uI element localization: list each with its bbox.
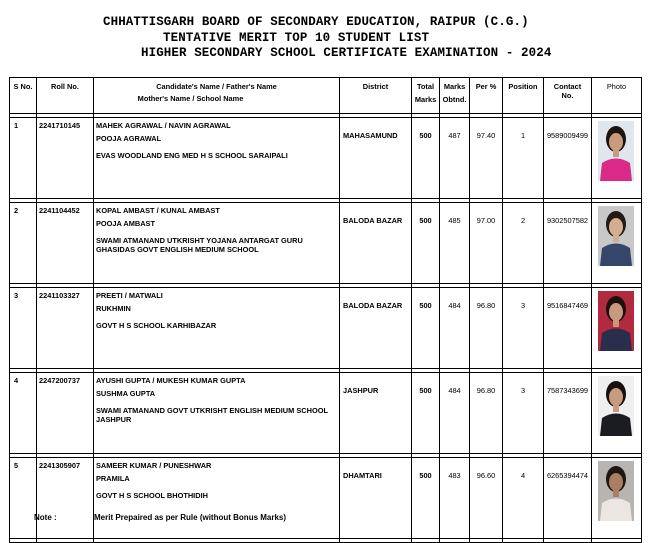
cell-obtained: 484 (440, 373, 470, 454)
col-photo: Photo (592, 78, 642, 114)
cell-roll: 2241710145 (37, 118, 94, 199)
col-roll: Roll No. (37, 78, 94, 114)
row-spacer (10, 539, 642, 543)
exam-title: HIGHER SECONDARY SCHOOL CERTIFICATE EXAMINATION - 2024 (141, 46, 552, 60)
col-total (412, 78, 440, 114)
cell-position: 3 (503, 288, 544, 369)
cell-position: 3 (503, 373, 544, 454)
cell-district: MAHASAMUND (340, 118, 412, 199)
school-name: GOVT H S SCHOOL BHOTHIDIH (96, 491, 208, 500)
cell-photo (592, 203, 642, 284)
cell-total: 500 (412, 373, 440, 454)
cell-candidate (94, 118, 340, 199)
school-name: EVAS WOODLAND ENG MED H S SCHOOL SARAIPALI (96, 151, 288, 160)
cell-photo (592, 373, 642, 454)
col-contact-line2: No. (561, 91, 574, 100)
cell-position: 4 (503, 458, 544, 539)
cell-total: 500 (412, 118, 440, 199)
cell-position: 2 (503, 203, 544, 284)
table-row (10, 373, 642, 454)
cell-district: DHAMTARI (340, 458, 412, 539)
table-row (10, 288, 642, 369)
cell-photo (592, 288, 642, 369)
mother-name: PRAMILA (96, 474, 130, 483)
col-obtained (440, 78, 470, 114)
student-photo (598, 121, 634, 181)
cell-total: 500 (412, 458, 440, 539)
cell-position: 1 (503, 118, 544, 199)
cell-roll: 2241104452 (37, 203, 94, 284)
cell-photo (592, 458, 642, 539)
col-district: District (340, 78, 412, 114)
cell-percent: 97.40 (470, 118, 503, 199)
col-candidate-line1: Candidate's Name / Father's Name (156, 82, 277, 91)
school-name: SWAMI ATMANAND GOVT UTKRISHT ENGLISH MEDIUM SCHOOL JASHPUR (96, 406, 328, 424)
candidate-father-name: SAMEER KUMAR / PUNESHWAR (96, 461, 212, 470)
candidate-father-name: KOPAL AMBAST / KUNAL AMBAST (96, 206, 220, 215)
cell-obtained: 487 (440, 118, 470, 199)
cell-sno: 3 (10, 288, 37, 369)
note-text: Merit Prepaired as per Rule (without Bonus Marks) (94, 513, 287, 522)
cell-total: 500 (412, 203, 440, 284)
col-position: Position (503, 78, 544, 114)
cell-obtained: 483 (440, 458, 470, 539)
cell-percent: 97.00 (470, 203, 503, 284)
student-photo (598, 206, 634, 266)
col-candidate (94, 78, 340, 114)
cell-sno: 2 (10, 203, 37, 284)
col-total-line2: Marks (414, 95, 437, 104)
cell-roll: 2241103327 (37, 288, 94, 369)
school-name: GOVT H S SCHOOL KARHIBAZAR (96, 321, 217, 330)
cell-percent: 96.60 (470, 458, 503, 539)
mother-name: POOJA AGRAWAL (96, 134, 162, 143)
cell-district: BALODA BAZAR (340, 203, 412, 284)
student-photo (598, 376, 634, 436)
col-percent: Per % (470, 78, 503, 114)
cell-photo (592, 118, 642, 199)
cell-contact: 7587343699 (544, 373, 592, 454)
table-row (10, 118, 642, 199)
cell-district: JASHPUR (340, 373, 412, 454)
cell-percent: 96.80 (470, 288, 503, 369)
col-obtained-line2: Obtnd. (442, 95, 467, 104)
cell-obtained: 484 (440, 288, 470, 369)
cell-percent: 96.80 (470, 373, 503, 454)
cell-sno: 1 (10, 118, 37, 199)
cell-sno: 5 (10, 458, 37, 539)
col-obtained-line1: Marks (443, 82, 466, 91)
candidate-father-name: PREETI / MATWALI (96, 291, 163, 300)
cell-candidate (94, 288, 340, 369)
student-photo (598, 461, 634, 521)
board-title: CHHATTISGARH BOARD OF SECONDARY EDUCATION, RAIPUR (C.G.) (103, 15, 529, 29)
cell-contact: 9589009499 (544, 118, 592, 199)
cell-candidate (94, 203, 340, 284)
col-contact (544, 78, 592, 114)
col-candidate-line2: Mother's Name / School Name (137, 94, 244, 103)
cell-roll: 2247200737 (37, 373, 94, 454)
cell-sno: 4 (10, 373, 37, 454)
table-row (10, 203, 642, 284)
cell-district: BALODA BAZAR (340, 288, 412, 369)
col-contact-line1: Contact (553, 82, 582, 91)
mother-name: POOJA AMBAST (96, 219, 155, 228)
candidate-father-name: MAHEK AGRAWAL / NAVIN AGRAWAL (96, 121, 231, 130)
col-sno: S No. (10, 78, 37, 114)
table-row (10, 458, 642, 539)
cell-contact: 9302507582 (544, 203, 592, 284)
mother-name: RUKHMIN (96, 304, 131, 313)
col-total-line1: Total (416, 82, 435, 91)
mother-name: SUSHMA GUPTA (96, 389, 156, 398)
cell-contact: 6265394474 (544, 458, 592, 539)
cell-candidate (94, 373, 340, 454)
cell-total: 500 (412, 288, 440, 369)
note-label: Note : (34, 513, 57, 522)
cell-candidate (94, 458, 340, 539)
school-name: SWAMI ATMANAND UTKRISHT YOJANA ANTARGAT GURU GHASIDAS GOVT ENGLISH MEDIUM SCHOOL (96, 236, 303, 254)
cell-roll: 2241305907 (37, 458, 94, 539)
student-photo (598, 291, 634, 351)
cell-obtained: 485 (440, 203, 470, 284)
list-title: TENTATIVE MERIT TOP 10 STUDENT LIST (163, 31, 430, 45)
merit-table (9, 77, 642, 543)
candidate-father-name: AYUSHI GUPTA / MUKESH KUMAR GUPTA (96, 376, 246, 385)
cell-contact: 9516847469 (544, 288, 592, 369)
table-header-row (10, 78, 642, 114)
